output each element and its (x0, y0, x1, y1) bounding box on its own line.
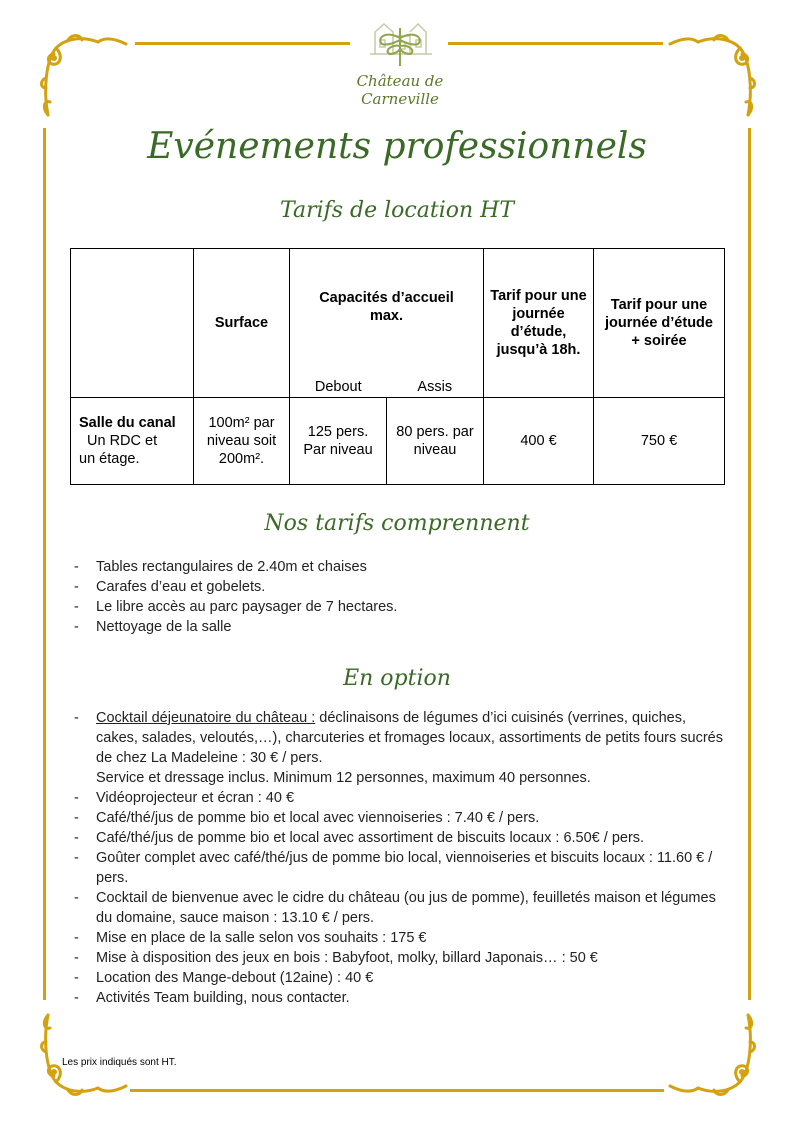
included-list (70, 557, 730, 637)
room-name: Salle du canal (79, 415, 176, 431)
frame-top-right-line (448, 42, 663, 45)
surface-cell: 100m² par niveau soit 200m². (194, 398, 290, 485)
header-capacity (290, 249, 484, 398)
table-title: Tarifs de location HT (279, 198, 515, 223)
list-item: - Nettoyage de la salle (70, 617, 730, 637)
included-title: Nos tarifs comprennent (264, 511, 530, 536)
header-day-rate: Tarif pour une journée d’étude, jusqu’à 18h. (484, 249, 594, 398)
options-list (70, 708, 730, 1008)
cocktail-label: Cocktail déjeunatoire du château : (96, 710, 316, 726)
list-item: - Café/thé/jus de pomme bio et local avec assortiment de biscuits locaux : 6.50€ / pers. (70, 828, 730, 848)
header-seated: Assis (417, 379, 453, 395)
frame-right-line (748, 128, 751, 1000)
frame-left-line (43, 128, 46, 1000)
capacity-split (290, 398, 483, 484)
room-detail-1: Un RDC et (87, 433, 158, 449)
page-title: Evénements professionnels (147, 126, 647, 167)
table-row (71, 398, 725, 485)
corner-ornament-top-left (38, 30, 128, 120)
day-rate-value: 400 € (484, 398, 594, 485)
day-evening-rate-value: 750 € (594, 398, 725, 485)
list-item: - Mise à disposition des jeux en bois : Babyfoot, molky, billard Japonais… : 50 € (70, 948, 730, 968)
frame-top-left-line (135, 42, 350, 45)
chateau-logo (320, 14, 480, 108)
header-surface: Surface (194, 249, 290, 398)
header-empty (71, 249, 194, 398)
list-item: - Vidéoprojecteur et écran : 40 € (70, 788, 730, 808)
frame-bottom-line (130, 1089, 664, 1092)
header-day-evening-rate: Tarif pour une journée d’étude + soirée (594, 249, 725, 398)
list-item: - Mise en place de la salle selon vos souhaits : 175 € (70, 928, 730, 948)
brand-name: Château de Carneville (356, 72, 444, 108)
footer-note: Les prix indiqués sont HT. (62, 1057, 177, 1068)
list-item: - Activités Team building, nous contacter. (70, 988, 730, 1008)
corner-ornament-bottom-left (38, 1010, 128, 1100)
list-item: - Location des Mange-debout (12aine) : 40 € (70, 968, 730, 988)
list-item: - Café/thé/jus de pomme bio et local avec viennoiseries : 7.40 € / pers. (70, 808, 730, 828)
header-standing: Debout (314, 379, 362, 395)
list-item: - Tables rectangulaires de 2.40m et chaises (70, 557, 730, 577)
capacity-cell (290, 398, 484, 485)
list-item: - Carafes d’eau et gobelets. (70, 577, 730, 597)
list-item-cocktail (70, 708, 730, 788)
corner-ornament-top-right (668, 30, 758, 120)
header-capacity-sub (290, 379, 483, 395)
room-detail-2: un étage. (79, 451, 140, 467)
seated-capacity: 80 pers. par niveau (386, 398, 483, 484)
list-item: - Goûter complet avec café/thé/jus de pomme bio local, viennoiseries et biscuits locaux : 11.60 € / pers. (70, 848, 730, 888)
cocktail-note: Service et dressage inclus. Minimum 12 personnes, maximum 40 personnes. (96, 770, 591, 786)
pricing-table (70, 248, 725, 485)
room-cell (71, 398, 194, 485)
list-item: - Cocktail de bienvenue avec le cidre du château (ou jus de pomme), feuilletés maison et légumes du domaine, sauce maison : 13.10 € / pers. (70, 888, 730, 928)
list-item: - Le libre accès au parc paysager de 7 hectares. (70, 597, 730, 617)
cocktail-text: déclinaisons de légumes d’ici cuisinés (verrines, quiches, cakes, salades, veloutés,…), charcuteries et fromages locaux, assortiments de petits fours sucrés de chez La Madeleine : 30 € / pers. (96, 710, 723, 766)
chateau-drawing-icon (320, 14, 480, 74)
standing-capacity: 125 pers. Par niveau (303, 424, 373, 458)
corner-ornament-bottom-right (668, 1010, 758, 1100)
table-header-row (71, 249, 725, 398)
header-capacity-label: Capacités d’accueil max. (319, 290, 454, 324)
options-title: En option (343, 666, 451, 691)
